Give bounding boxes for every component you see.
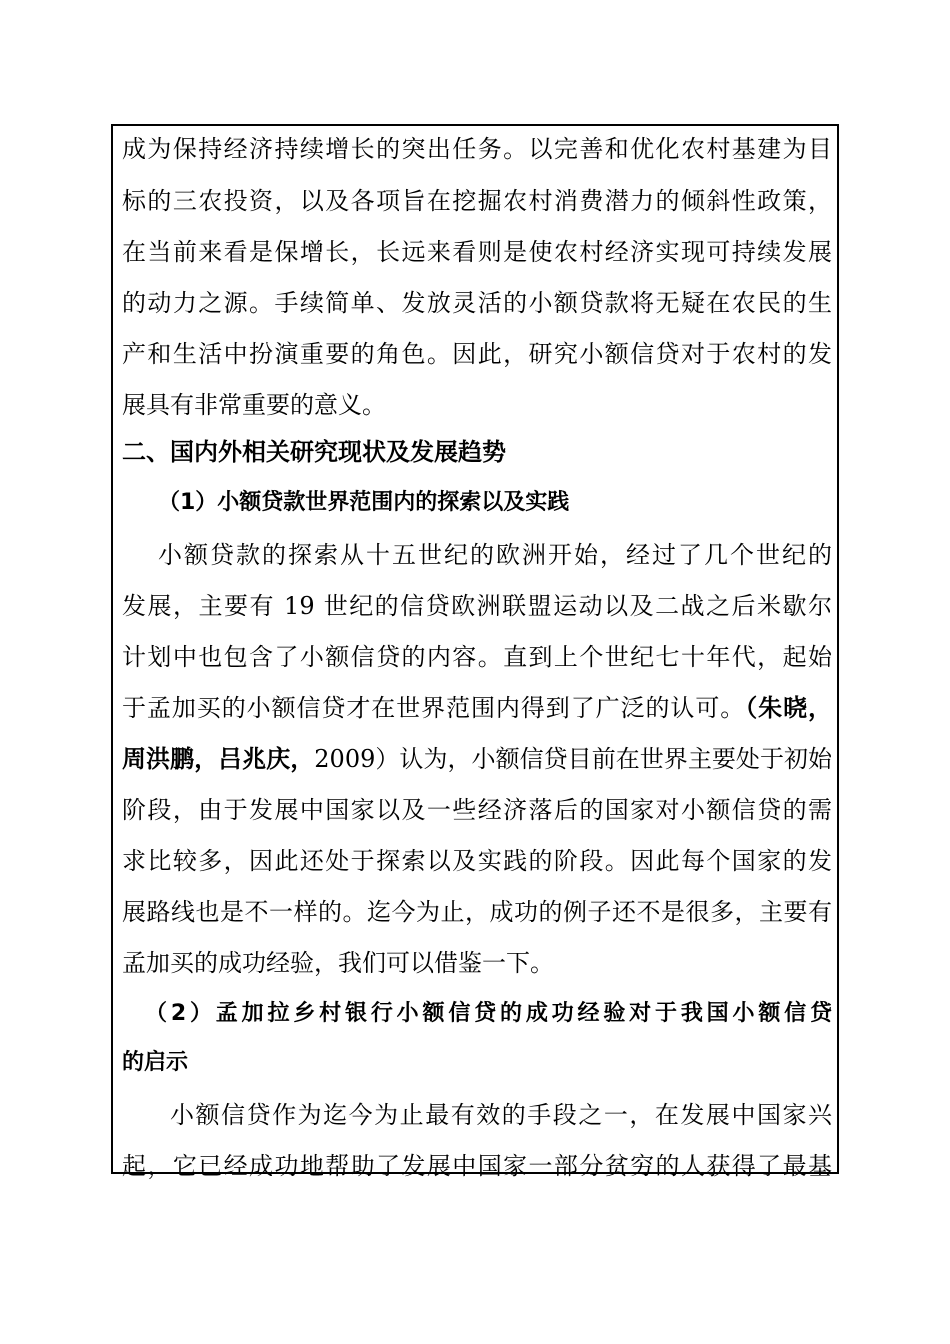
paragraph-line: 阶段，由于发展中国家以及一些经济落后的国家对小额信贷的需 (122, 796, 832, 824)
subsection-heading: （2）孟加拉乡村银行小额信贷的成功经验对于我国小额信贷 (145, 1001, 832, 1026)
paragraph-line: 计划中也包含了小额信贷的内容。直到上个世纪七十年代，起始 (122, 643, 832, 671)
paragraph-line: 在当前来看是保增长，长远来看则是使农村经济实现可持续发展 (122, 238, 832, 266)
paragraph-line: 发展，主要有 19 世纪的信贷欧洲联盟运动以及二战之后米歇尔 (122, 592, 832, 620)
text-run: 于孟加买的小额信贷才在世界范围内得到了广泛的认可。 (122, 694, 746, 722)
paragraph-line: 产和生活中扮演重要的角色。因此，研究小额信贷对于农村的发 (122, 340, 832, 368)
paragraph-line: 成为保持经济持续增长的突出任务。以完善和优化农村基建为目 (122, 135, 832, 163)
paragraph-line: 起，它已经成功地帮助了发展中国家一部分贫穷的人获得了最基 (122, 1152, 832, 1180)
paragraph-line: 求比较多，因此还处于探索以及实践的阶段。因此每个国家的发 (122, 847, 832, 875)
paragraph-line: 标的三农投资，以及各项旨在挖掘农村消费潜力的倾斜性政策， (122, 187, 832, 215)
paragraph-line: 展路线也是不一样的。迄今为止，成功的例子还不是很多，主要有 (122, 898, 832, 926)
citation-text: 周洪鹏，吕兆庆， (122, 745, 315, 773)
paragraph-line (122, 743, 832, 775)
paragraph-line: 孟加买的成功经验，我们可以借鉴一下。 (122, 949, 554, 977)
subsection-heading: （1）小额贷款世界范围内的探索以及实践 (158, 490, 570, 515)
subsection-heading: 的启示 (122, 1050, 189, 1075)
paragraph-line: 展具有非常重要的意义。 (122, 391, 386, 419)
paragraph-line: 小额贷款的探索从十五世纪的欧洲开始，经过了几个世纪的 (158, 541, 832, 569)
text-run: 2009）认为，小额信贷目前在世界主要处于初始 (314, 745, 832, 773)
paragraph-line: 的动力之源。手续简单、发放灵活的小额贷款将无疑在农民的生 (122, 289, 832, 317)
citation-text: （朱晓， (745, 694, 832, 722)
paragraph-line: 小额信贷作为迄今为止最有效的手段之一，在发展中国家兴 (170, 1101, 832, 1129)
paragraph-line (122, 692, 832, 724)
section-heading: 二、国内外相关研究现状及发展趋势 (122, 438, 506, 466)
